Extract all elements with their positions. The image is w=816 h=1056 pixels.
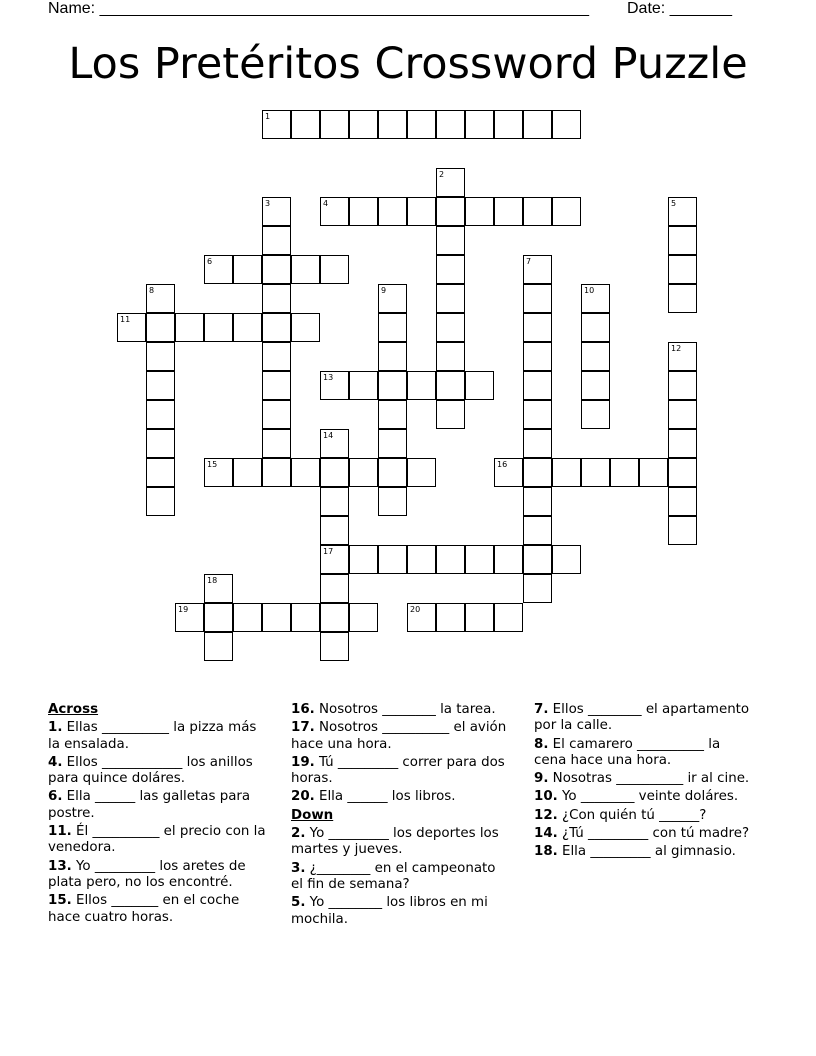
crossword-cell[interactable] <box>204 313 233 342</box>
crossword-cell[interactable] <box>233 255 262 284</box>
crossword-cell[interactable] <box>494 603 523 632</box>
crossword-cell[interactable] <box>262 342 291 371</box>
clue-down-8: 8. El camarero __________ la cena hace una hora. <box>534 736 721 768</box>
clue-down-7: 7. Ellos ________ el apartamento por la calle. <box>534 702 750 734</box>
crossword-cell[interactable] <box>552 545 581 574</box>
clues-column-3 <box>534 702 754 863</box>
crossword-cell[interactable] <box>668 429 697 458</box>
crossword-cell[interactable] <box>146 342 175 371</box>
crossword-cell[interactable] <box>436 284 465 313</box>
clue-number: 17 <box>323 547 334 556</box>
name-field-label[interactable]: Name: _______________________________________________________ <box>48 0 589 17</box>
crossword-cell[interactable] <box>581 313 610 342</box>
crossword-cell[interactable] <box>349 603 378 632</box>
crossword-cell[interactable] <box>291 110 320 139</box>
crossword-cell[interactable] <box>407 110 436 139</box>
crossword-cell[interactable] <box>146 429 175 458</box>
crossword-cell[interactable] <box>407 545 436 574</box>
crossword-cell[interactable] <box>436 255 465 284</box>
clue-down-5: 5. Yo ________ los libros en mi mochila. <box>291 895 488 927</box>
crossword-cell[interactable] <box>262 400 291 429</box>
crossword-cell[interactable] <box>320 371 349 400</box>
crossword-cell[interactable] <box>494 197 523 226</box>
clue-down-9: 9. Nosotras __________ ir al cine. <box>534 771 750 787</box>
crossword-cell[interactable] <box>349 458 378 487</box>
crossword-cell[interactable] <box>523 284 552 313</box>
clue-number: 6 <box>207 257 213 266</box>
crossword-cell[interactable] <box>523 110 552 139</box>
crossword-cell[interactable] <box>668 226 697 255</box>
crossword-cell[interactable] <box>436 197 465 226</box>
crossword-cell[interactable] <box>291 458 320 487</box>
crossword-cell[interactable] <box>320 429 349 458</box>
crossword-cell[interactable] <box>523 313 552 342</box>
clue-down-3: 3. ¿________ en el campeonato el fin de semana? <box>291 860 496 892</box>
crossword-cell[interactable] <box>349 371 378 400</box>
crossword-cell[interactable] <box>291 313 320 342</box>
crossword-cell[interactable] <box>320 255 349 284</box>
crossword-cell[interactable] <box>204 632 233 661</box>
crossword-cell[interactable] <box>233 603 262 632</box>
crossword-cell[interactable] <box>204 603 233 632</box>
crossword-cell[interactable] <box>320 603 349 632</box>
crossword-cell[interactable] <box>262 313 291 342</box>
crossword-cell[interactable] <box>320 516 349 545</box>
crossword-cell[interactable] <box>668 371 697 400</box>
clue-number: 3 <box>265 199 271 208</box>
clue-number: 5 <box>671 199 677 208</box>
crossword-cell[interactable] <box>146 284 175 313</box>
clue-across-6: 6. Ella ______ las galletas para postre. <box>48 789 251 821</box>
crossword-cell[interactable] <box>262 284 291 313</box>
date-field-label[interactable]: Date: _______ <box>627 0 732 17</box>
crossword-cell[interactable] <box>378 487 407 516</box>
clue-number: 19 <box>178 605 189 614</box>
crossword-cell[interactable] <box>581 284 610 313</box>
crossword-cell[interactable] <box>465 545 494 574</box>
clue-across-1: 1. Ellas __________ la pizza más la ensalada. <box>48 720 257 752</box>
crossword-cell[interactable] <box>668 487 697 516</box>
crossword-cell[interactable] <box>581 371 610 400</box>
clue-number: 12 <box>671 344 682 353</box>
clue-number: 2 <box>439 170 445 179</box>
across-heading: Across <box>48 702 99 717</box>
crossword-cell[interactable] <box>262 458 291 487</box>
crossword-cell[interactable] <box>262 371 291 400</box>
clue-number: 18 <box>207 576 218 585</box>
crossword-cell[interactable] <box>465 371 494 400</box>
crossword-cell[interactable] <box>523 516 552 545</box>
clue-across-19: 19. Tú _________ correr para dos horas. <box>291 754 505 787</box>
crossword-cell[interactable] <box>262 226 291 255</box>
crossword-cell[interactable] <box>523 197 552 226</box>
crossword-cell[interactable] <box>523 458 552 487</box>
crossword-cell[interactable] <box>320 574 349 603</box>
crossword-cell[interactable] <box>668 516 697 545</box>
clue-across-4: 4. Ellos ____________ los anillos para quince doláres. <box>48 754 253 787</box>
crossword-cell[interactable] <box>146 400 175 429</box>
clue-down-18: 18. Ella _________ al gimnasio. <box>534 844 736 860</box>
crossword-cell[interactable] <box>436 226 465 255</box>
clue-number: 8 <box>149 286 155 295</box>
clue-number: 11 <box>120 315 131 324</box>
crossword-cell[interactable] <box>436 603 465 632</box>
crossword-cell[interactable] <box>581 400 610 429</box>
crossword-cell[interactable] <box>436 342 465 371</box>
crossword-cell[interactable] <box>523 371 552 400</box>
crossword-cell[interactable] <box>320 545 349 574</box>
crossword-cell[interactable] <box>349 545 378 574</box>
crossword-cell[interactable] <box>320 458 349 487</box>
crossword-cell[interactable] <box>465 110 494 139</box>
clue-number: 13 <box>323 373 334 382</box>
clue-number: 4 <box>323 199 329 208</box>
crossword-cell[interactable] <box>146 371 175 400</box>
crossword-cell[interactable] <box>378 371 407 400</box>
crossword-cell[interactable] <box>523 574 552 603</box>
clue-number: 1 <box>265 112 271 121</box>
crossword-cell[interactable] <box>378 197 407 226</box>
crossword-cell[interactable] <box>378 400 407 429</box>
crossword-cell[interactable] <box>320 197 349 226</box>
crossword-cell[interactable] <box>523 545 552 574</box>
crossword-cell[interactable] <box>320 110 349 139</box>
clue-across-17: 17. Nosotros __________ el avión hace una hora. <box>291 720 507 752</box>
crossword-cell[interactable] <box>581 342 610 371</box>
crossword-cell[interactable] <box>262 197 291 226</box>
crossword-cell[interactable] <box>407 197 436 226</box>
crossword-cell[interactable] <box>233 458 262 487</box>
crossword-cell[interactable] <box>523 342 552 371</box>
clue-across-11: 11. Él __________ el precio con la venedora. <box>48 824 266 856</box>
clue-number: 7 <box>526 257 532 266</box>
crossword-cell[interactable] <box>494 545 523 574</box>
crossword-cell[interactable] <box>668 284 697 313</box>
crossword-cell[interactable] <box>146 487 175 516</box>
crossword-cell[interactable] <box>668 458 697 487</box>
crossword-cell[interactable] <box>262 603 291 632</box>
crossword-cell[interactable] <box>349 197 378 226</box>
crossword-cell[interactable] <box>204 574 233 603</box>
clue-down-2: 2. Yo _________ los deportes los martes y jueves. <box>291 826 499 858</box>
crossword-cell[interactable] <box>175 313 204 342</box>
crossword-cell[interactable] <box>465 197 494 226</box>
crossword-cell[interactable] <box>523 400 552 429</box>
clue-number: 16 <box>497 460 508 469</box>
crossword-cell[interactable] <box>233 313 262 342</box>
crossword-cell[interactable] <box>204 458 233 487</box>
clues-column-1 <box>48 702 268 928</box>
crossword-cell[interactable] <box>378 313 407 342</box>
crossword-cell[interactable] <box>262 110 291 139</box>
crossword-cell[interactable] <box>436 371 465 400</box>
clue-number: 14 <box>323 431 334 440</box>
crossword-cell[interactable] <box>378 429 407 458</box>
crossword-cell[interactable] <box>175 603 204 632</box>
crossword-cell[interactable] <box>639 458 668 487</box>
clue-number: 10 <box>584 286 595 295</box>
crossword-cell[interactable] <box>610 458 639 487</box>
clue-across-13: 13. Yo _________ los aretes de plata pero, no los encontré. <box>48 858 246 890</box>
crossword-cell[interactable] <box>204 255 233 284</box>
crossword-cell[interactable] <box>407 371 436 400</box>
clue-down-14: 14. ¿Tú _________ con tú madre? <box>534 826 750 842</box>
clue-number: 20 <box>410 605 421 614</box>
crossword-cell[interactable] <box>378 110 407 139</box>
crossword-cell[interactable] <box>349 110 378 139</box>
crossword-cell[interactable] <box>436 313 465 342</box>
crossword-cell[interactable] <box>378 342 407 371</box>
crossword-cell[interactable] <box>552 110 581 139</box>
clue-number: 9 <box>381 286 387 295</box>
clue-across-16: 16. Nosotros ________ la tarea. <box>291 702 496 717</box>
crossword-cell[interactable] <box>407 603 436 632</box>
clue-down-10: 10. Yo ________ veinte doláres. <box>534 789 739 805</box>
crossword-cell[interactable] <box>436 545 465 574</box>
crossword-cell[interactable] <box>668 400 697 429</box>
crossword-cell[interactable] <box>523 255 552 284</box>
crossword-cell[interactable] <box>146 313 175 342</box>
crossword-cell[interactable] <box>494 110 523 139</box>
crossword-cell[interactable] <box>320 487 349 516</box>
crossword-cell[interactable] <box>117 313 146 342</box>
crossword-cell[interactable] <box>262 429 291 458</box>
crossword-cell[interactable] <box>262 255 291 284</box>
crossword-cell[interactable] <box>552 458 581 487</box>
crossword-cell[interactable] <box>552 197 581 226</box>
crossword-cell[interactable] <box>668 197 697 226</box>
clues-column-2 <box>291 702 511 930</box>
crossword-cell[interactable] <box>523 429 552 458</box>
crossword-cell[interactable] <box>436 400 465 429</box>
down-heading: Down <box>291 807 334 823</box>
crossword-cell[interactable] <box>291 255 320 284</box>
clue-number: 15 <box>207 460 218 469</box>
crossword-cell[interactable] <box>320 632 349 661</box>
clue-across-15: 15. Ellos _______ en el coche hace cuatro horas. <box>48 893 240 925</box>
crossword-cell[interactable] <box>407 458 436 487</box>
crossword-cell[interactable] <box>581 458 610 487</box>
crossword-cell[interactable] <box>378 545 407 574</box>
crossword-cell[interactable] <box>668 255 697 284</box>
crossword-cell[interactable] <box>378 458 407 487</box>
crossword-cell[interactable] <box>668 342 697 371</box>
crossword-cell[interactable] <box>494 458 523 487</box>
crossword-cell[interactable] <box>436 168 465 197</box>
crossword-cell[interactable] <box>146 458 175 487</box>
crossword-cell[interactable] <box>378 284 407 313</box>
crossword-cell[interactable] <box>436 110 465 139</box>
clue-across-20: 20. Ella ______ los libros. <box>291 789 456 805</box>
clue-down-12: 12. ¿Con quién tú ______? <box>534 807 707 823</box>
page-title: Los Pretéritos Crossword Puzzle <box>68 39 748 89</box>
crossword-cell[interactable] <box>291 603 320 632</box>
crossword-cell[interactable] <box>465 603 494 632</box>
crossword-cell[interactable] <box>523 487 552 516</box>
